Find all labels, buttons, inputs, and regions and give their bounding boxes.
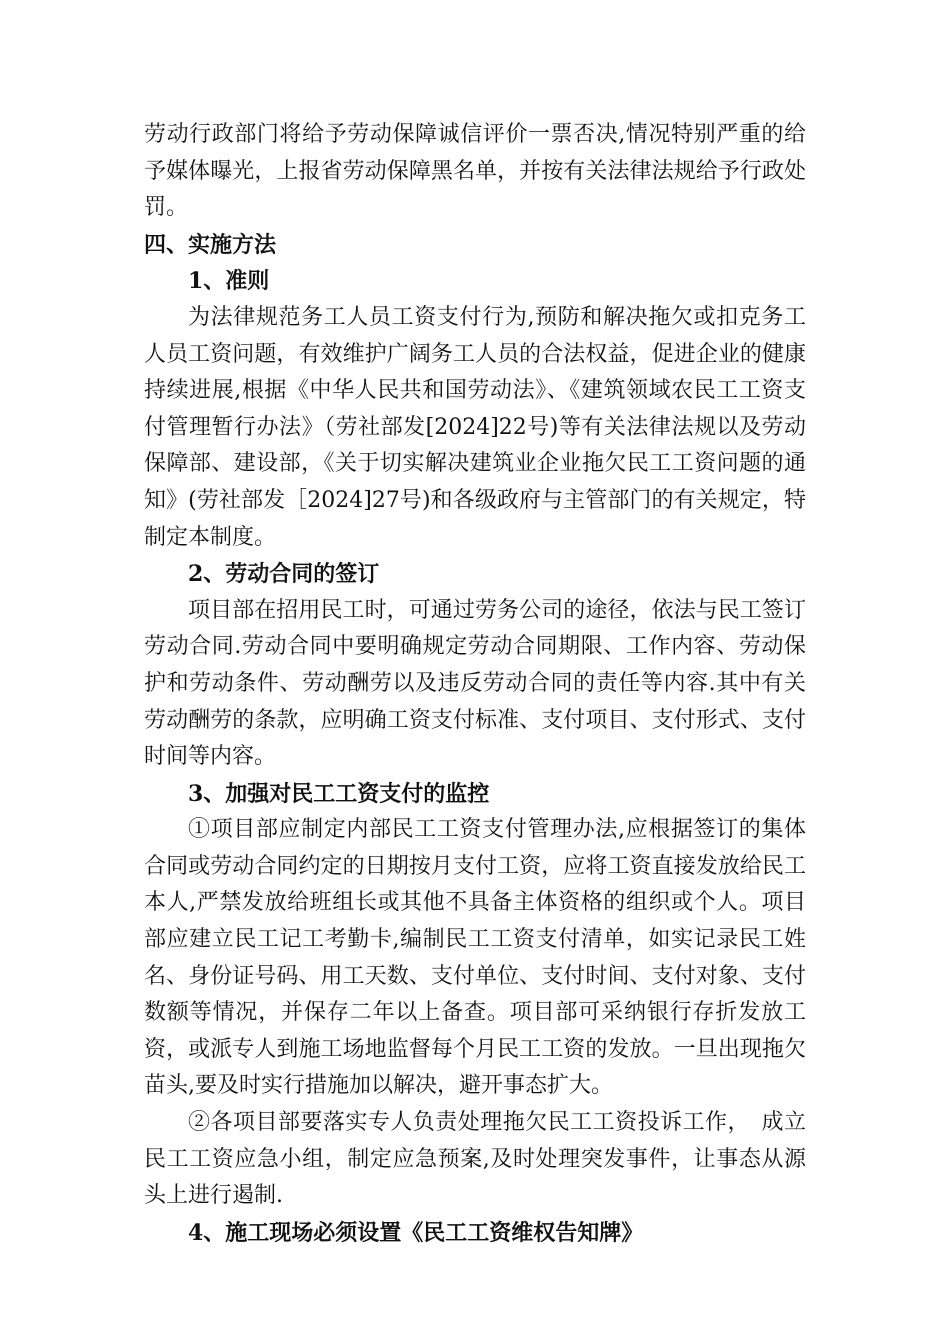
heading-labor-contract: 2、劳动合同的签订 <box>188 561 380 588</box>
heading-section-4: 四、实施方法 <box>144 231 277 258</box>
heading-wage-monitoring: 3、加强对民工工资支付的监控 <box>188 780 490 807</box>
heading-notice-board: 4、施工现场必须设置《民工工资维权告知牌》 <box>188 1219 644 1246</box>
paragraph-penalty-continuation: 劳动行政部门将给予劳动保障诚信评价一票否决,情况特别严重的给予媒体曝光，上报省劳动保障黑名单，并按有关法律法规给予行政处罚。 <box>144 122 806 221</box>
paragraph-labor-contract: 项目部在招用民工时，可通过劳务公司的途径，依法与民工签订劳动合同.劳动合同中要明确规定劳动合同期限、工作内容、劳动保护和劳动条件、劳动酬劳以及违反劳动合同的责任等内容.其中有关劳动酬劳的条款，应明确工资支付标准、支付项目、支付形式、支付时间等内容。 <box>144 597 806 770</box>
paragraph-principles: 为法律规范务工人员工资支付行为,预防和解决拖欠或扣克务工人员工资问题，有效维护广阔务工人员的合法权益，促进企业的健康持续进展,根据《中华人民共和国劳动法》、《建筑领域农民工工资支付管理暂行办法》（劳社部发[2024]22号)等有关法律法规以及劳动保障部、建设部，《关于切实解决建筑业企业拖欠民工工资问题的通知》(劳社部发［2024]27号)和各级政府与主管部门的有关规定，特制定本制度。 <box>144 304 806 550</box>
heading-principles: 1、准则 <box>188 268 270 295</box>
paragraph-wage-monitoring-2: ②各项目部要落实专人负责处理拖欠民工工资投诉工作， 成立民工工资应急小组，制定应急预案,及时处理突发事件，让事态从源头上进行遏制. <box>144 1110 806 1209</box>
paragraph-wage-monitoring-1: ①项目部应制定内部民工工资支付管理办法,应根据签订的集体合同或劳动合同约定的日期按月支付工资，应将工资直接发放给民工本人,严禁发放给班组长或其他不具备主体资格的组织或个人。项目部应建立民工记工考勤卡,编制民工工资支付清单，如实记录民工姓名、身份证号码、用工天数、支付单位、支付时间、支付对象、支付数额等情况，并保存二年以上备查。项目部可采纳银行存折发放工资，或派专人到施工场地监督每个月民工工资的发放。一旦出现拖欠苗头,要及时实行措施加以解决，避开事态扩大。 <box>144 817 806 1099</box>
